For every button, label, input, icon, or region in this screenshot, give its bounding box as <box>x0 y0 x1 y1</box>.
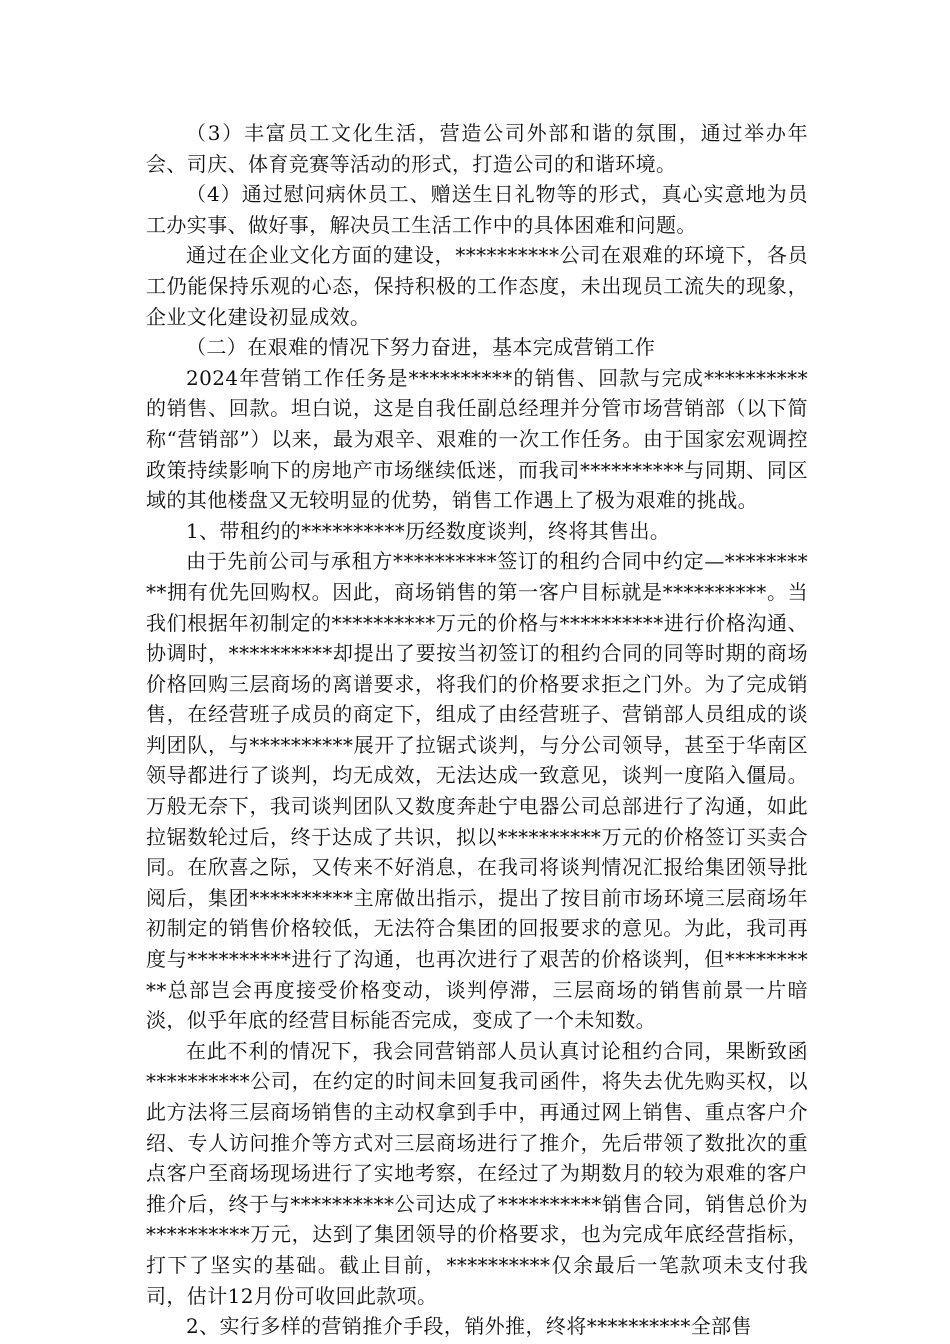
paragraph-culture-summary: 通过在企业文化方面的建设，**********公司在艰难的环境下，各员工仍能保持乐观的心态，保持积极的工作态度，未出现员工流失的现象，企业文化建设初显成效。 <box>146 243 808 329</box>
document-body <box>146 118 808 1342</box>
subheading-2: 2、实行多样的营销推介手段，销外推，终将**********全部售 <box>186 1314 752 1339</box>
paragraph-sales-task: 2024年营销工作任务是**********的销售、回款与完成**********的销售、回款。坦白说，这是自我任副总经理并分管市场营销部（以下简称“营销部”）以来，最为艰辛、艰难的一次工作任务。由于国家宏观调控政策持续影响下的房地产市场继续低迷，而我司**********与同期、同区域的其他楼盘又无较明显的优势，销售工作遇上了极为艰难的挑战。 <box>146 365 808 513</box>
paragraph-outcome: 在此不利的情况下，我会同营销部人员认真讨论租约合同，果断致函**********公司，在约定的时间未回复我司函件，将失去优先购买权，以此方法将三层商场销售的主动权拿到手中，再通过网上销售、重点客户介绍、专人访问推介等方式对三层商场进行了推介，先后带领了数批次的重点客户至商场现场进行了实地考察，在经过了为期数月的较为艰难的客户推介后，终于与**********公司达成了**********销售合同，销售总价为**********万元，达到了集团领导的价格要求，也为完成年底经营指标，打下了坚实的基础。截止目前，**********仅余最后一笔款项未支付我司，估计12月份可收回此款项。 <box>146 1038 808 1308</box>
subheading-1: 1、带租约的**********历经数度谈判，终将其售出。 <box>186 518 671 543</box>
paragraph-item-4: （4）通过慰问病休员工、赠送生日礼物等的形式，真心实意地为员工办实事、做好事，解决员工生活工作中的具体困难和问题。 <box>146 182 808 237</box>
paragraph-item-3: （3）丰富员工文化生活，营造公司外部和谐的氛围，通过举办年会、司庆、体育竞赛等活动的形式，打造公司的和谐环境。 <box>146 121 808 176</box>
section-heading-2: （二）在艰难的情况下努力奋进，基本完成营销工作 <box>186 335 656 360</box>
paragraph-negotiation: 由于先前公司与承租方**********签订的租约合同中约定—**********拥有优先回购权。因此，商场销售的第一客户目标就是**********。当我们根据年初制定的**********万元的价格与**********进行价格沟通、协调时，**********却提出了要按当初签订的租约合同的同等时期的商场价格回购三层商场的离谱要求，将我们的价格要求拒之门外。为了完成销售，在经营班子成员的商定下，组成了由经营班子、营销部人员组成的谈判团队，与**********展开了拉锯式谈判，与分公司领导，甚至于华南区领导都进行了谈判，均无成效，无法达成一致意见，谈判一度陷入僵局。万般无奈下，我司谈判团队又数度奔赴宁电器公司总部进行了沟通，如此拉锯数轮过后，终于达成了共识，拟以**********万元的价格签订买卖合同。在欣喜之际，又传来不好消息，在我司将谈判情况汇报给集团领导批阅后，集团**********主席做出指示，提出了按目前市场环境三层商场年初制定的销售价格较低，无法符合集团的回报要求的意见。为此，我司再度与**********进行了沟通，也再次进行了艰苦的价格谈判，但**********总部岂会再度接受价格变动，谈判停滞，三层商场的销售前景一片暗淡，似乎年底的经营目标能否完成，变成了一个未知数。 <box>146 549 808 1033</box>
